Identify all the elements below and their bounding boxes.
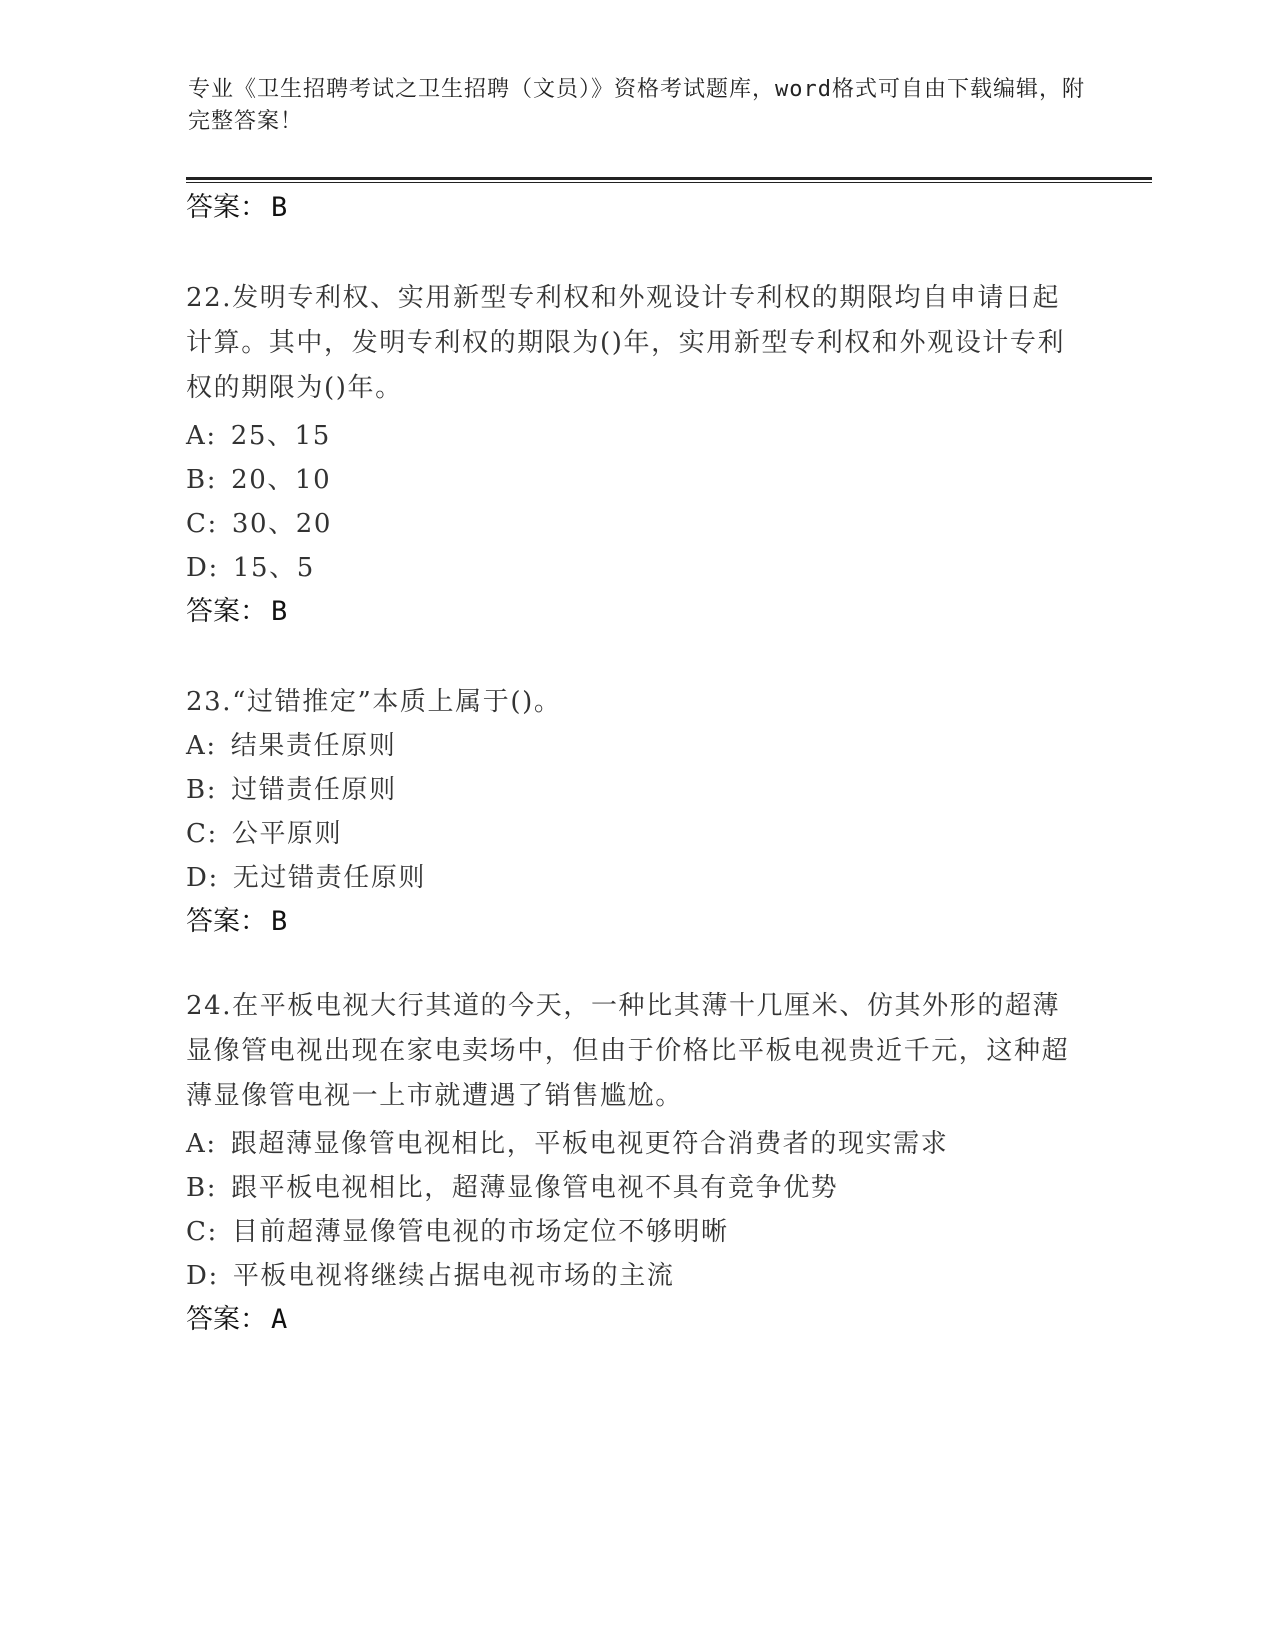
option-text: 30、20	[231, 509, 333, 539]
question-23-option-a	[186, 728, 396, 764]
answer-value: A	[271, 1304, 288, 1335]
option-text: 跟超薄显像管电视相比，平板电视更符合消费者的现实需求	[230, 1129, 949, 1159]
question-23-stem: 23.“过错推定”本质上属于()。	[186, 687, 562, 717]
option-text: 平板电视将继续占据电视市场的主流	[232, 1261, 675, 1291]
answer-label: 答案：	[186, 906, 267, 937]
question-24-stem: 24.在平板电视大行其道的今天，一种比其薄十几厘米、仿其外形的超薄显像管电视出现在家电卖场中，但由于价格比平板电视贵近千元，这种超薄显像管电视一上市就遭遇了销售尴尬。	[186, 991, 1070, 1111]
option-key: B:	[186, 775, 218, 805]
question-22-answer	[186, 594, 287, 630]
option-text: 公平原则	[231, 819, 343, 849]
question-24-answer	[186, 1302, 287, 1338]
answer-line	[186, 190, 287, 226]
question-22-stem: 22.发明专利权、实用新型专利权和外观设计专利权的期限均自申请日起计算。其中，发明专利权的期限为()年，实用新型专利权和外观设计专利权的期限为()年。	[186, 283, 1066, 403]
option-key: B:	[186, 1173, 218, 1203]
option-text: 过错责任原则	[231, 775, 397, 805]
answer-label: 答案：	[186, 1304, 267, 1335]
option-text: 无过错责任原则	[232, 863, 427, 893]
option-key: C:	[186, 819, 218, 849]
option-text: 20、10	[231, 465, 332, 495]
question-22-option-d	[186, 550, 315, 586]
option-text: 25、15	[230, 421, 331, 451]
option-key: D:	[186, 1261, 219, 1291]
option-key: D:	[186, 863, 219, 893]
option-text: 跟平板电视相比，超薄显像管电视不具有竞争优势	[231, 1173, 839, 1203]
page-header: 专业《卫生招聘考试之卫生招聘（文员）》资格考试题库，word格式可自由下载编辑，附完整答案！	[188, 77, 1085, 134]
answer-label: 答案：	[186, 192, 267, 223]
option-key: C:	[186, 509, 218, 539]
question-23-option-b	[186, 772, 397, 808]
header-divider	[186, 177, 1152, 180]
answer-value: B	[271, 192, 288, 223]
question-23-option-d	[186, 860, 426, 896]
question-24-option-c	[186, 1214, 729, 1250]
option-key: A:	[186, 1129, 217, 1159]
option-key: A:	[186, 421, 217, 451]
header-divider-thin	[186, 182, 1152, 183]
option-key: A:	[186, 731, 217, 761]
question-23-answer	[186, 904, 287, 940]
question-22-option-c	[186, 506, 332, 542]
question-24-option-d	[186, 1258, 674, 1294]
question-22-option-a	[186, 418, 331, 454]
option-key: B:	[186, 465, 218, 495]
option-key: C:	[186, 1217, 218, 1247]
answer-label: 答案：	[186, 596, 267, 627]
option-key: D:	[186, 553, 219, 583]
answer-value: B	[271, 596, 288, 627]
question-24-option-a	[186, 1126, 948, 1162]
question-24-option-b	[186, 1170, 838, 1206]
question-22-option-b	[186, 462, 331, 498]
option-text: 目前超薄显像管电视的市场定位不够明晰	[231, 1217, 729, 1247]
answer-value: B	[271, 906, 288, 937]
option-text: 结果责任原则	[230, 731, 397, 761]
question-23-option-c	[186, 816, 342, 852]
option-text: 15、5	[232, 553, 315, 583]
